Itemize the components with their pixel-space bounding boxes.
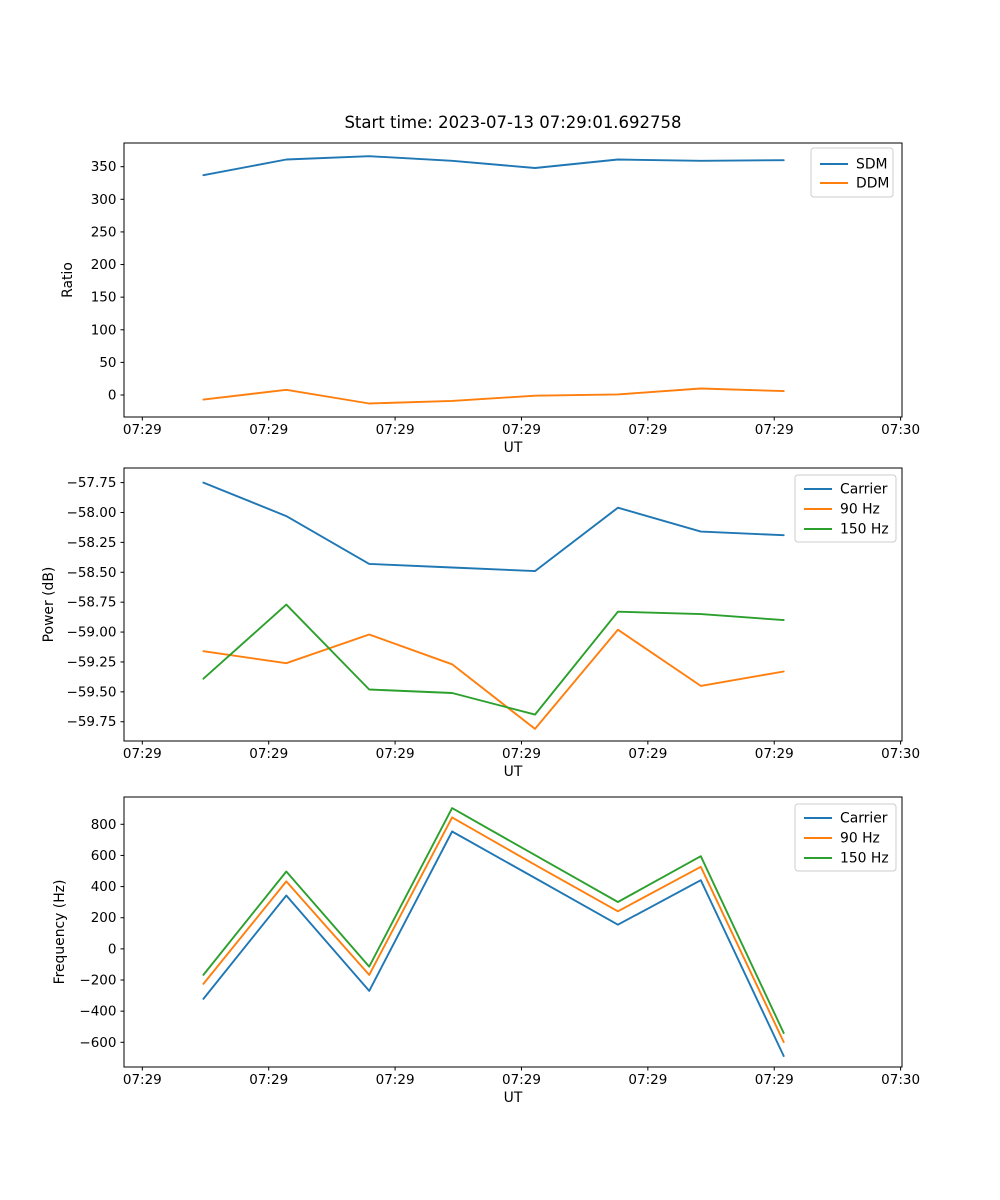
x-tick-label: 07:30 — [881, 1072, 921, 1088]
x-tick-label: 07:30 — [881, 422, 921, 438]
series-line-sdm — [203, 156, 783, 175]
x-tick-label: 07:29 — [628, 422, 668, 438]
x-tick-label: 07:29 — [754, 422, 794, 438]
x-tick-label: 07:29 — [628, 746, 668, 762]
series-line-carrier — [203, 483, 783, 571]
x-tick-label: 07:29 — [754, 746, 794, 762]
y-tick-label: −58.00 — [66, 504, 117, 521]
x-tick-label: 07:29 — [754, 1072, 794, 1088]
y-tick-label: 600 — [90, 847, 117, 864]
y-tick-label: 250 — [90, 224, 117, 241]
y-tick-label: −58.75 — [66, 594, 117, 611]
y-axis — [52, 817, 124, 1051]
legend — [811, 148, 893, 197]
x-tick-label: 07:29 — [502, 1072, 541, 1088]
legend — [795, 475, 896, 542]
x-axis-label: UT — [503, 764, 523, 780]
y-tick-label: −600 — [79, 1034, 117, 1051]
legend — [795, 804, 896, 871]
y-tick-label: −200 — [79, 972, 117, 989]
y-tick-label: −58.50 — [66, 564, 117, 581]
x-tick-label: 07:29 — [122, 422, 162, 438]
legend-label: 90 Hz — [840, 501, 880, 518]
plot-frame — [124, 143, 902, 417]
x-tick-label: 07:29 — [122, 1072, 162, 1088]
x-axis-label: UT — [503, 440, 523, 456]
x-tick-label: 07:29 — [502, 746, 541, 762]
chart-1 — [60, 143, 920, 456]
x-axis — [123, 1067, 920, 1106]
x-tick-label: 07:29 — [249, 422, 289, 438]
legend-label: Carrier — [840, 810, 888, 827]
y-axis — [60, 159, 124, 403]
x-tick-label: 07:30 — [881, 746, 921, 762]
x-tick-label: 07:29 — [375, 1072, 415, 1088]
y-tick-label: −400 — [79, 1003, 117, 1020]
x-tick-label: 07:29 — [375, 422, 415, 438]
x-axis — [123, 741, 920, 780]
x-axis — [123, 417, 920, 456]
x-tick-label: 07:29 — [122, 746, 162, 762]
x-tick-label: 07:29 — [249, 746, 289, 762]
y-axis-label: Ratio — [60, 262, 76, 298]
legend-label: 150 Hz — [840, 850, 889, 867]
legend-label: Carrier — [840, 481, 888, 498]
x-tick-label: 07:29 — [628, 1072, 668, 1088]
legend-label: 90 Hz — [840, 830, 880, 847]
y-tick-label: −59.25 — [66, 654, 117, 671]
legend-label: DDM — [856, 175, 890, 192]
y-tick-label: 150 — [90, 289, 117, 306]
y-tick-label: 0 — [107, 387, 117, 404]
series-line-150-hz — [203, 605, 783, 715]
plot-frame — [124, 797, 902, 1067]
y-axis — [41, 475, 124, 730]
series-line-90-hz — [203, 630, 783, 729]
x-tick-label: 07:29 — [249, 1072, 289, 1088]
y-tick-label: 300 — [90, 191, 117, 208]
x-axis-label: UT — [503, 1090, 523, 1106]
y-tick-label: 200 — [90, 257, 117, 274]
y-tick-label: 100 — [90, 322, 117, 339]
y-tick-label: −59.00 — [66, 624, 117, 641]
plot-frame — [124, 468, 902, 741]
y-axis-label: Frequency (Hz) — [52, 879, 68, 985]
y-tick-label: −57.75 — [66, 475, 117, 492]
y-tick-label: 400 — [90, 879, 117, 896]
y-tick-label: −59.50 — [66, 684, 117, 701]
y-tick-label: 800 — [90, 816, 117, 833]
y-tick-label: 0 — [107, 941, 117, 958]
legend-label: SDM — [856, 156, 888, 173]
series-line-ddm — [203, 389, 783, 404]
series-line-90-hz — [203, 817, 783, 1042]
x-tick-label: 07:29 — [502, 422, 541, 438]
y-tick-label: 350 — [90, 159, 117, 176]
y-tick-label: −59.75 — [66, 714, 117, 731]
figure-title: Start time: 2023-07-13 07:29:01.692758 — [344, 113, 682, 132]
chart-3 — [52, 797, 920, 1106]
x-tick-label: 07:29 — [375, 746, 415, 762]
y-tick-label: −58.25 — [66, 534, 117, 551]
y-tick-label: 50 — [99, 354, 117, 371]
chart-2 — [41, 468, 920, 780]
y-axis-label: Power (dB) — [41, 566, 57, 643]
legend-label: 150 Hz — [840, 521, 889, 538]
series-line-carrier — [203, 832, 783, 1057]
y-tick-label: 200 — [90, 910, 117, 927]
